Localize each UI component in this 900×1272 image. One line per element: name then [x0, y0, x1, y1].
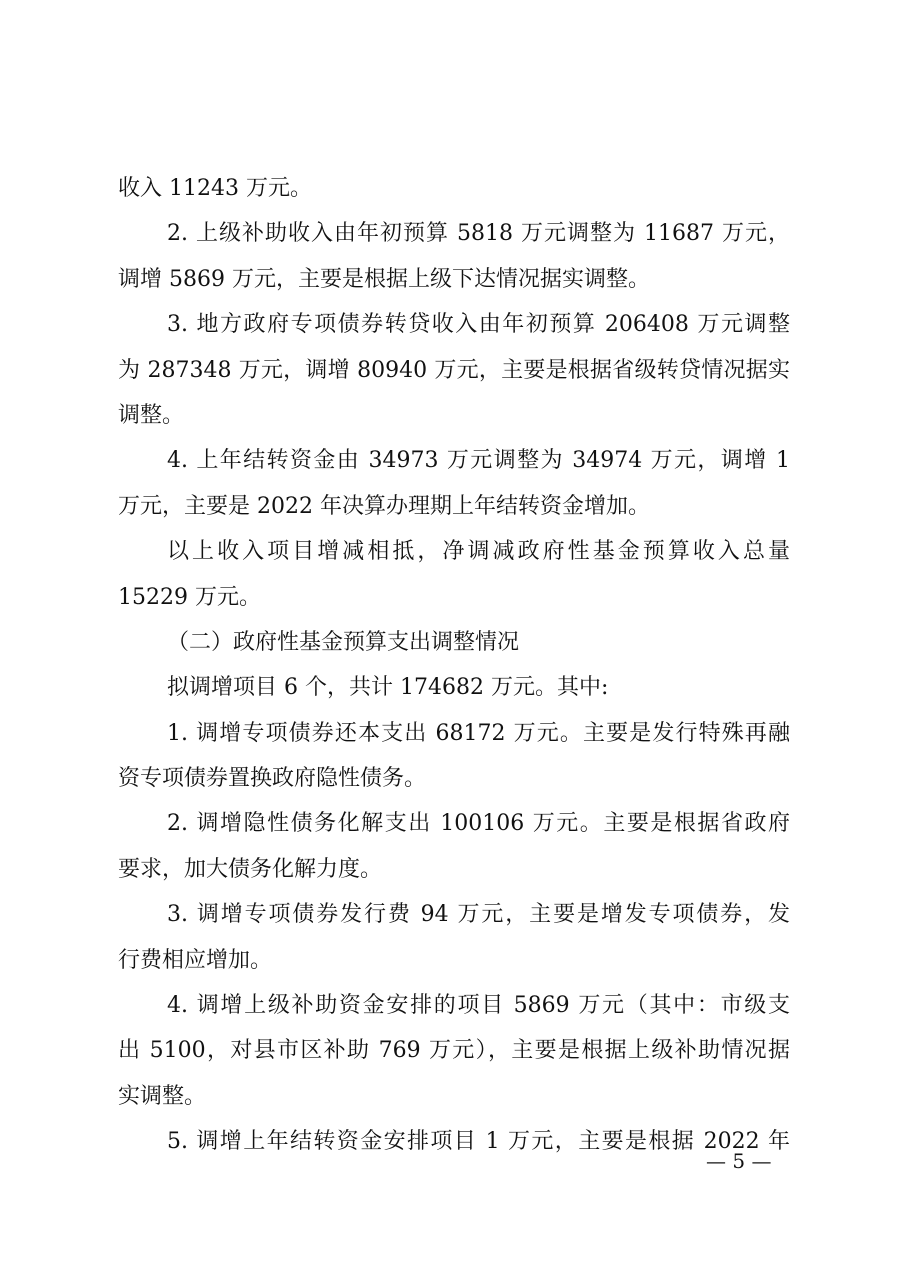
- text-line: 4. 上年结转资金由 34973 万元调整为 34974 万元，调增 1: [167, 448, 790, 474]
- text-line: 实调整。: [118, 1083, 207, 1109]
- section-heading: （二）政府性基金预算支出调整情况: [167, 629, 520, 655]
- text-line: 15229 万元。: [118, 584, 261, 610]
- text-line: 2. 调增隐性债务化解支出 100106 万元。主要是根据省政府: [167, 811, 790, 837]
- text-line: 收入 11243 万元。: [118, 176, 312, 201]
- text-line: 5. 调增上年结转资金安排项目 1 万元，主要是根据 2022 年: [167, 1129, 790, 1155]
- text-line: 2. 上级补助收入由年初预算 5818 万元调整为 11687 万元，: [167, 221, 790, 247]
- text-line: 为 287348 万元，调增 80940 万元，主要是根据省级转贷情况据实: [118, 357, 790, 383]
- text-line: 万元，主要是 2022 年决算办理期上年结转资金增加。: [118, 493, 650, 519]
- page-number: — 5 —: [706, 1149, 772, 1173]
- text-line: 出 5100，对县市区补助 769 万元），主要是根据上级补助情况据: [118, 1038, 790, 1064]
- text-line: 调增 5869 万元，主要是根据上级下达情况据实调整。: [118, 266, 650, 292]
- text-line: 资专项债券置换政府隐性债务。: [118, 766, 427, 792]
- text-line: 以上收入项目增减相抵，净调减政府性基金预算收入总量: [167, 539, 790, 565]
- text-line: 4. 调增上级补助资金安排的项目 5869 万元（其中：市级支: [167, 993, 790, 1019]
- text-line: 1. 调增专项债券还本支出 68172 万元。主要是发行特殊再融: [167, 720, 790, 746]
- text-line: 调整。: [118, 402, 185, 428]
- text-line: 3. 地方政府专项债券转贷收入由年初预算 206408 万元调整: [167, 312, 790, 338]
- document-body: [118, 166, 790, 1165]
- text-line: 要求，加大债务化解力度。: [118, 856, 383, 882]
- text-line: 行费相应增加。: [118, 947, 273, 973]
- text-line: 拟调增项目 6 个，共计 174682 万元。其中:: [167, 675, 609, 701]
- text-line: 3. 调增专项债券发行费 94 万元，主要是增发专项债券，发: [167, 902, 790, 928]
